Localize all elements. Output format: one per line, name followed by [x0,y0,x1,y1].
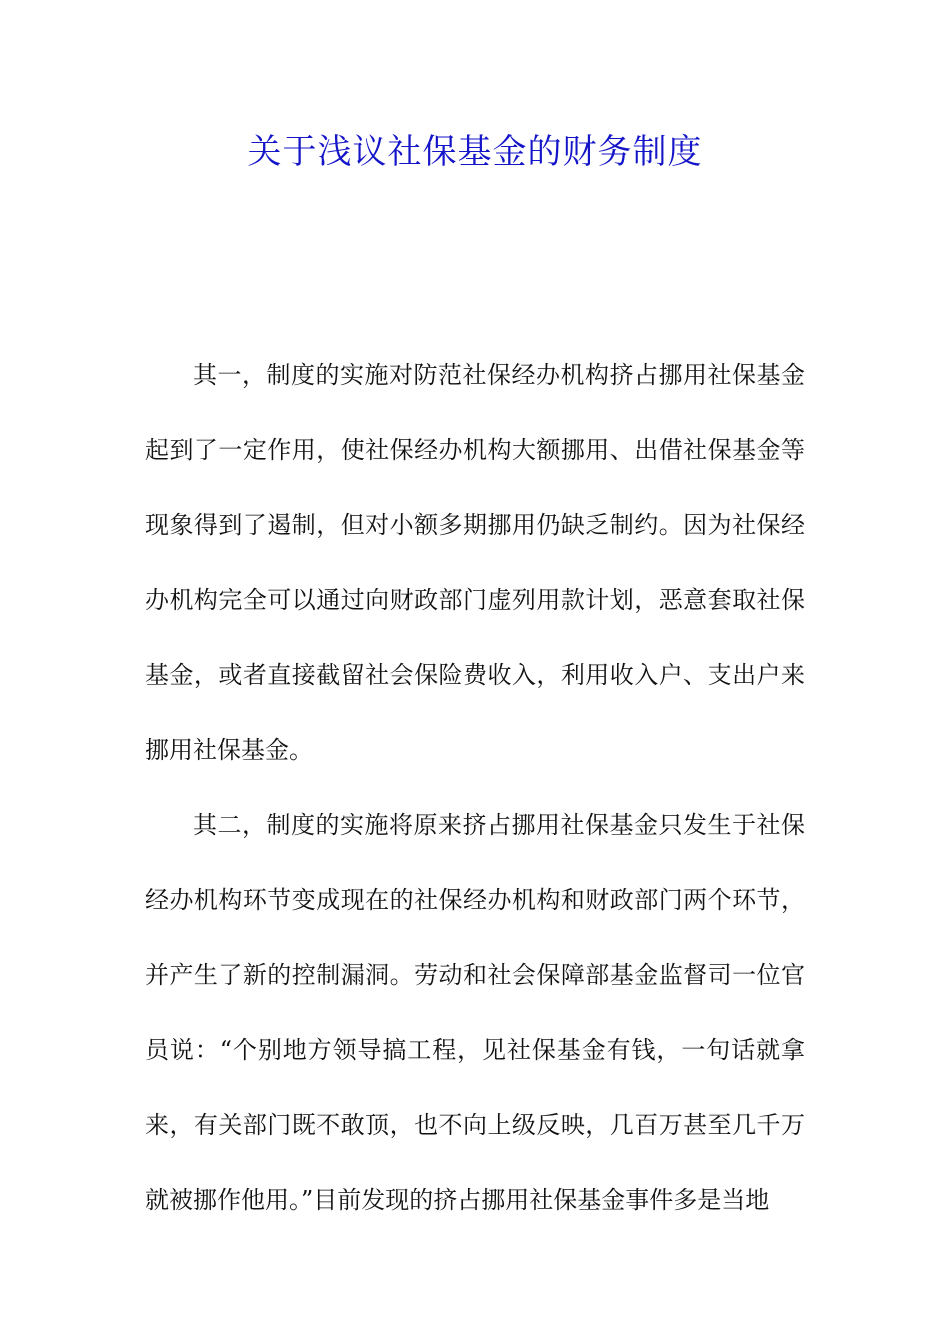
paragraph: 其二，制度的实施将原来挤占挪用社保基金只发生于社保经办机构环节变成现在的社保经办机构和财政部门两个环节，并产生了新的控制漏洞。劳动和社会保障部基金监督司一位官员说：“个别地方领导搞工程，见社保基金有钱，一句话就拿来，有关部门既不敢顶，也不向上级反映，几百万甚至几千万就被挪作他用。”目前发现的挤占挪用社保基金事件多是当地 [145,811,805,1214]
document-body [145,338,805,1238]
document-title: 关于浅议社保基金的财务制度 [247,132,703,172]
paragraph: 其一，制度的实施对防范社保经办机构挤占挪用社保基金起到了一定作用，使社保经办机构大额挪用、出借社保基金等现象得到了遏制，但对小额多期挪用仍缺乏制约。因为社保经办机构完全可以通过向财政部门虚列用款计划，恶意套取社保基金，或者直接截留社会保险费收入，利用收入户、支出户来挪用社保基金。 [145,361,805,764]
